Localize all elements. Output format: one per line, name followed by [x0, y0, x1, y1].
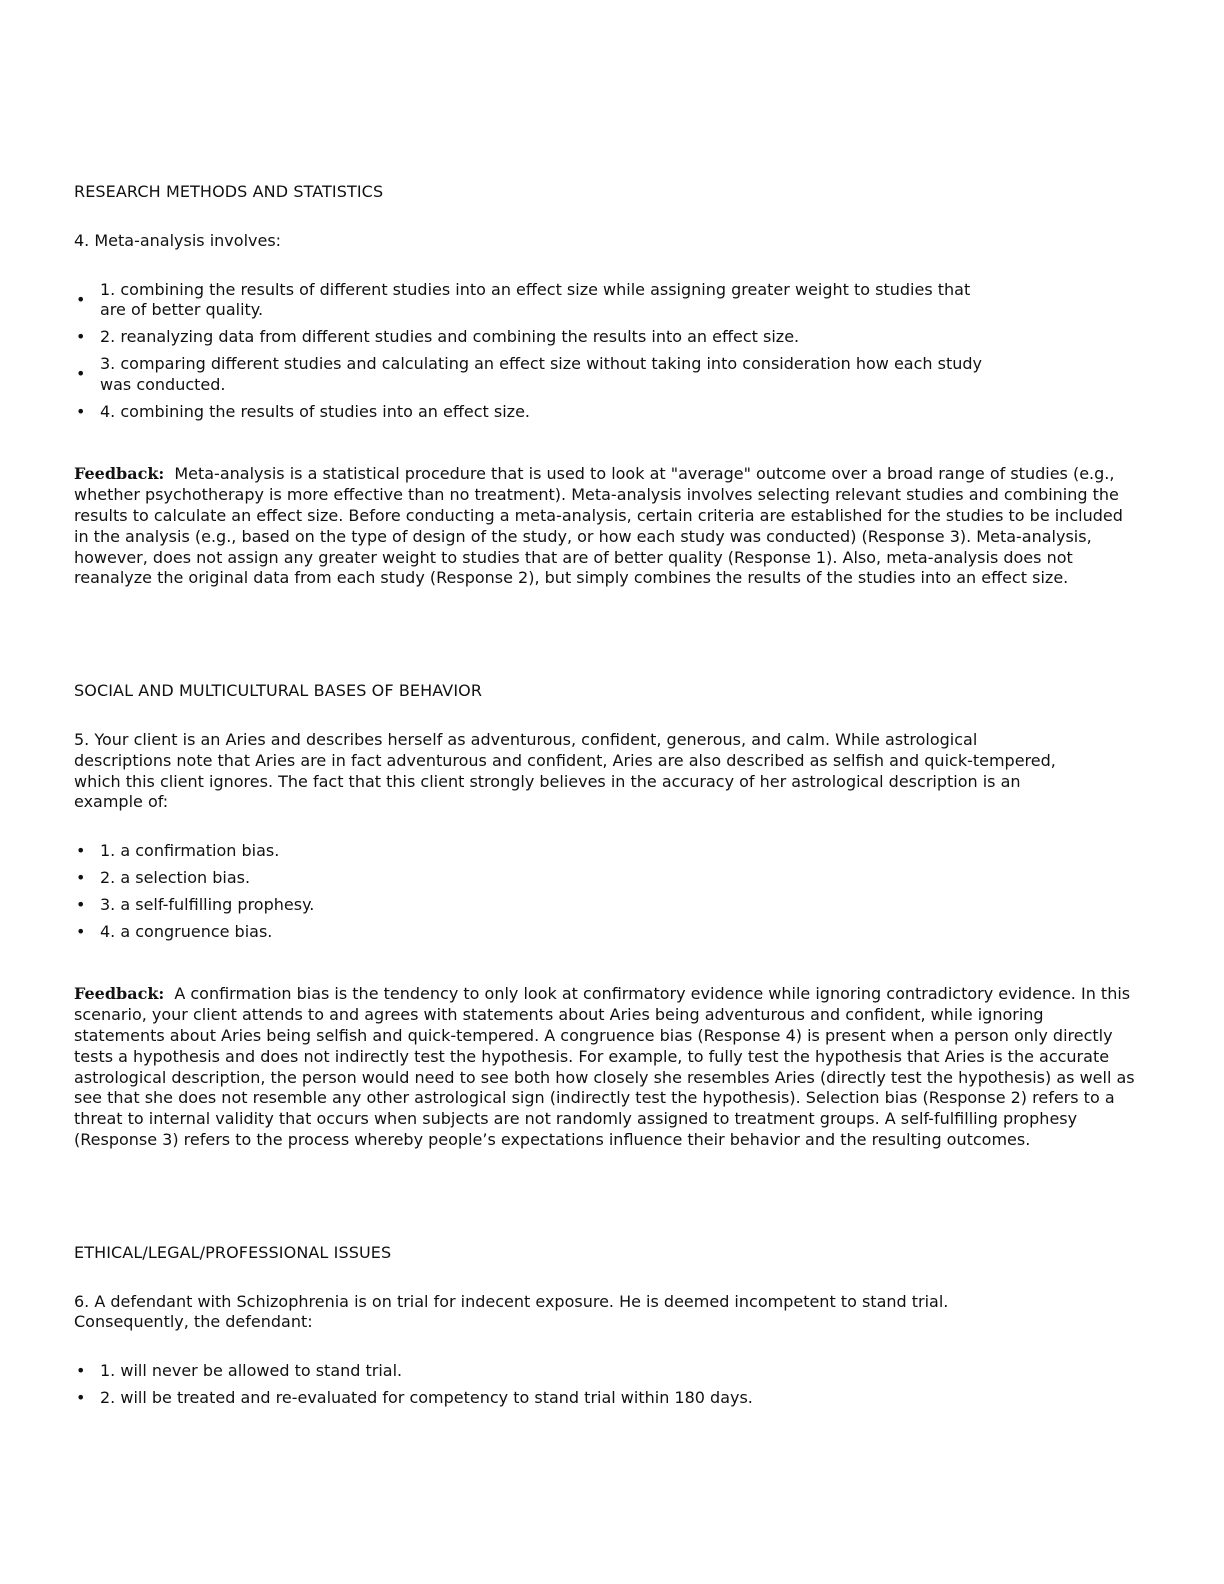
option-text: 3. a self-fulfilling prophesy. [100, 894, 315, 914]
section-social-multicultural [74, 681, 1136, 1151]
bullet-icon: • [76, 327, 86, 347]
section-spacer [74, 1151, 1136, 1243]
feedback-text: Meta-analysis is a statistical procedure that is used to look at "average" outcome over a broad range of studies (e.g., whether psychotherapy is more effective than no treatment). Meta-analysis involves selecting relevant studies and combining the results to calculate an effect size. Before conducting a meta-analysis, certain criteria are established for the studies to be included in the analysis (e.g., based on the type of design of the study, or how each study was conducted) (Response 3). Meta-analysis, however, does not assign any greater weight to studies that are of better quality (Response 1). Also, meta-analysis does not reanalyze the original data from each study (Response 2), but simply combines the results of the studies into an effect size. [74, 464, 1123, 588]
bullet-icon: • [76, 894, 86, 914]
bullet-icon: • [76, 401, 86, 421]
option-item [74, 280, 1136, 322]
answer-options [74, 280, 1136, 423]
section-heading: ETHICAL/LEGAL/PROFESSIONAL ISSUES [74, 1242, 392, 1262]
bullet-icon: • [76, 841, 86, 861]
feedback-paragraph [74, 984, 1136, 1150]
question-6: 6. A defendant with Schizophrenia is on trial for indecent exposure. He is deemed incompetent to stand trial. Consequently, the defendant: [74, 1291, 949, 1332]
option-text: 2. a selection bias. [100, 867, 251, 887]
option-text: 4. combining the results of studies into an effect size. [100, 401, 530, 421]
feedback-paragraph [74, 464, 1136, 589]
feedback-text: A confirmation bias is the tendency to only look at confirmatory evidence while ignoring contradictory evidence. In this scenario, your client attends to and agrees with statements about Aries being adventurous and confident, while ignoring statements about Aries being selfish and quick-tempered. A congruence bias (Response 4) is present when a person only directly tests a hypothesis and does not indirectly test the hypothesis. For example, to fully test the hypothesis that Aries is the accurate astrological description, the person would need to see both how closely she resembles Aries (directly test the hypothesis) as well as see that she does not resemble any other astrological sign (indirectly test the hypothesis). Selection bias (Response 2) refers to a threat to internal validity that occurs when subjects are not randomly assigned to treatment groups. A self-fulfilling prophesy (Response 3) refers to the process whereby people’s expectations influence their behavior and the resulting outcomes. [74, 984, 1135, 1149]
bullet-icon: • [76, 1361, 86, 1381]
option-item [74, 1361, 1136, 1382]
question-5: 5. Your client is an Aries and describes herself as adventurous, confident, generous, and calm. While astrological descriptions note that Aries are in fact adventurous and confident, Aries are also described as selfish and quick-tempered, which this client ignores. The fact that this client strongly believes in the accuracy of her astrological description is an example of: [74, 729, 1056, 812]
bullet-icon: • [76, 289, 86, 309]
option-item [74, 895, 1136, 916]
section-spacer [74, 589, 1136, 681]
section-ethical-legal [74, 1243, 1136, 1409]
option-item [74, 327, 1136, 348]
option-text: 4. a congruence bias. [100, 921, 273, 941]
feedback-label: Feedback: [74, 464, 165, 484]
option-text: 2. will be treated and re-evaluated for competency to stand trial within 180 days. [100, 1387, 753, 1407]
option-text: 1. combining the results of different studies into an effect size while assigning greater weight to studies that are of better quality. [100, 279, 971, 320]
option-text: 3. comparing different studies and calculating an effect size without taking into consideration how each study was conducted. [100, 353, 982, 394]
answer-options [74, 1361, 1136, 1409]
option-item [74, 922, 1136, 943]
option-text: 1. a confirmation bias. [100, 841, 280, 861]
bullet-icon: • [76, 921, 86, 941]
document-page [74, 182, 1136, 1415]
bullet-icon: • [76, 1387, 86, 1407]
option-text: 2. reanalyzing data from different studies and combining the results into an effect size. [100, 327, 800, 347]
section-heading: RESEARCH METHODS AND STATISTICS [74, 182, 384, 201]
section-research-methods [74, 182, 1136, 589]
option-item [74, 1388, 1136, 1409]
option-item [74, 868, 1136, 889]
answer-options [74, 841, 1136, 942]
option-item [74, 841, 1136, 862]
bullet-icon: • [76, 363, 86, 383]
feedback-label: Feedback: [74, 984, 165, 1004]
section-heading: SOCIAL AND MULTICULTURAL BASES OF BEHAVIOR [74, 681, 483, 701]
bullet-icon: • [76, 867, 86, 887]
question-4: 4. Meta-analysis involves: [74, 230, 282, 250]
option-text: 1. will never be allowed to stand trial. [100, 1361, 403, 1381]
option-item [74, 402, 1136, 423]
option-item [74, 354, 1136, 396]
